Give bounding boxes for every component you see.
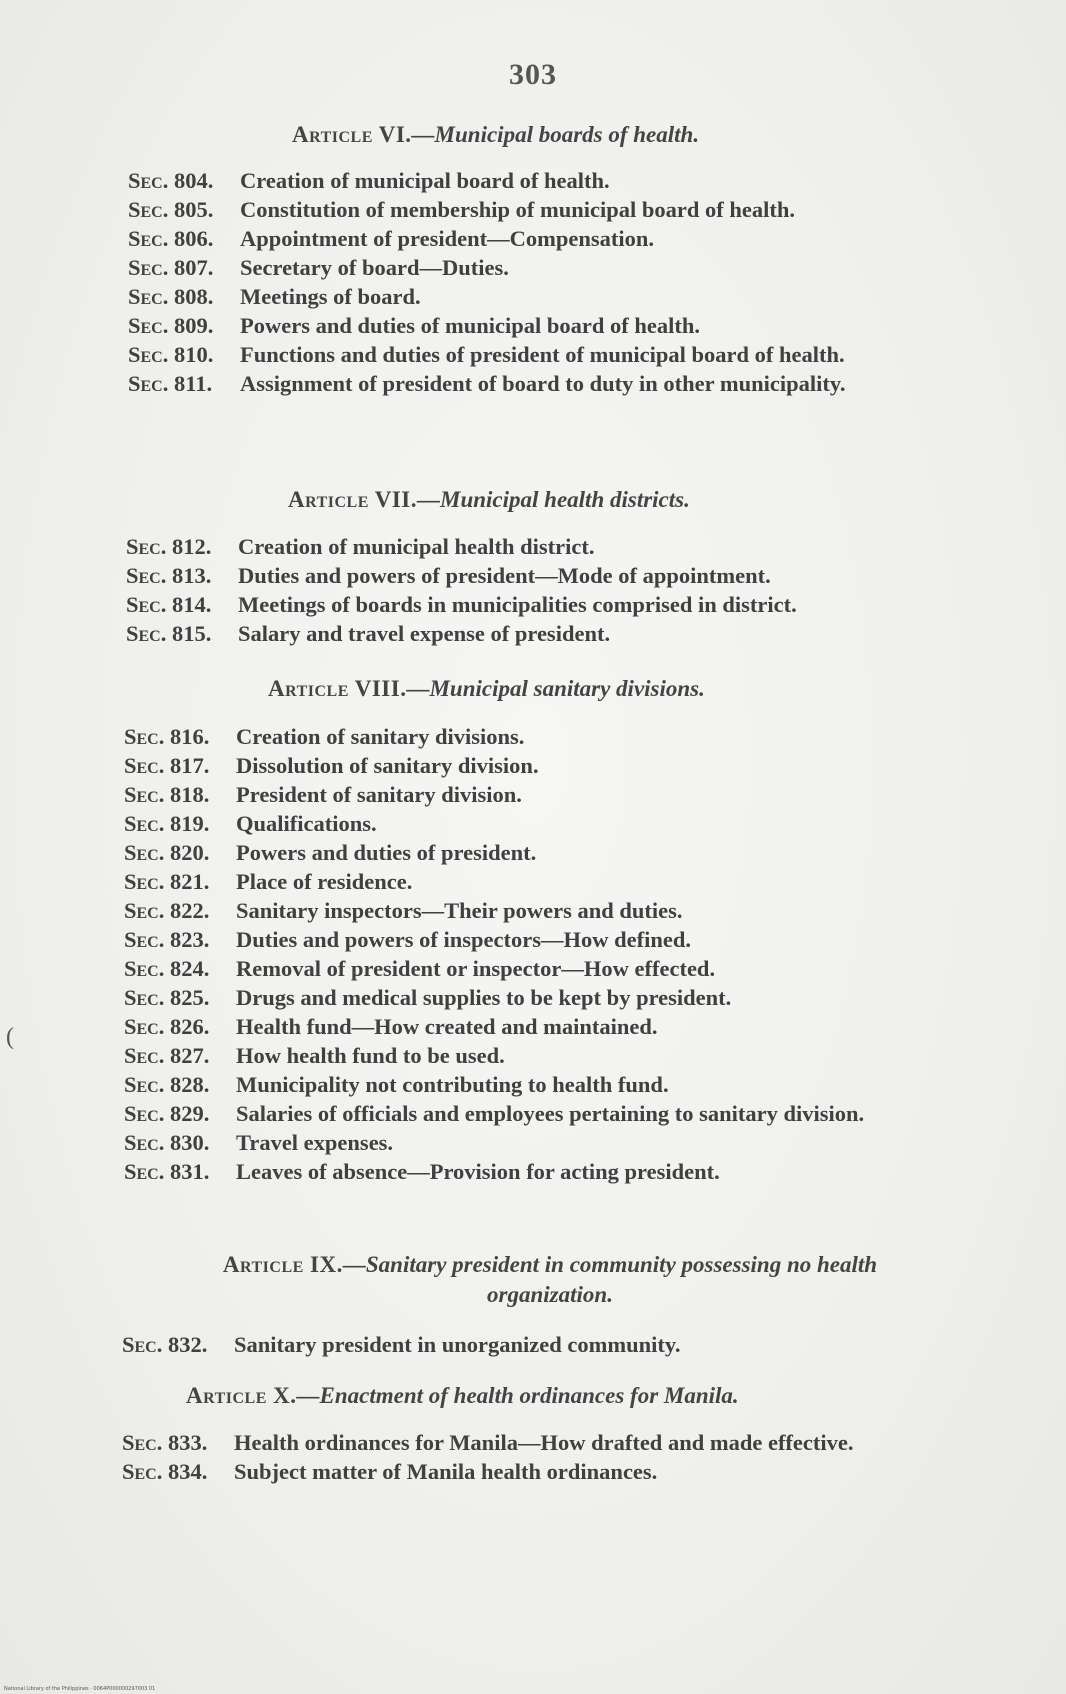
list-item: Sec. 811. Assignment of president of board to duty in other municipality. xyxy=(128,371,846,396)
section-list-article-x xyxy=(122,1428,968,1486)
list-item: Sec. 819. Qualifications. xyxy=(124,811,377,836)
article-heading-ix xyxy=(190,1250,910,1310)
list-item: Sec. 817. Dissolution of sanitary division. xyxy=(124,753,539,778)
list-item: Sec. 820. Powers and duties of president. xyxy=(124,840,537,865)
list-item: Sec. 804. Creation of municipal board of health. xyxy=(128,168,610,193)
list-item: Sec. 826. Health fund—How created and maintained. xyxy=(124,1014,658,1039)
list-item: Sec. 822. Sanitary inspectors—Their powers and duties. xyxy=(124,898,683,923)
article-heading-title: —Municipal health districts. xyxy=(417,487,690,512)
list-item: Sec. 834. Subject matter of Manila health ordinances. xyxy=(122,1459,658,1484)
article-heading-title: —Municipal sanitary divisions. xyxy=(406,676,705,701)
list-item: Sec. 812. Creation of municipal health district. xyxy=(126,534,595,559)
list-item: Sec. 829. Salaries of officials and employees pertaining to sanitary division. xyxy=(124,1101,865,1126)
section-list-article-vi xyxy=(128,166,978,398)
article-heading-title: —Sanitary president in community possessing no health organization. xyxy=(342,1252,878,1307)
list-item: Sec. 806. Appointment of president—Compensation. xyxy=(128,226,654,251)
list-item: Sec. 827. How health fund to be used. xyxy=(124,1043,505,1068)
scan-footer-note: National Library of the Philippines · 0064P000000297003 01 xyxy=(4,1686,156,1692)
article-heading-prefix: Article X. xyxy=(186,1383,297,1408)
list-item: Sec. 805. Constitution of membership of municipal board of health. xyxy=(128,197,796,222)
section-list-article-vii xyxy=(126,532,976,648)
list-item: Sec. 830. Travel expenses. xyxy=(124,1130,394,1155)
article-heading-prefix: Article VIII. xyxy=(268,676,407,701)
list-item: Sec. 814. Meetings of boards in municipalities comprised in district. xyxy=(126,592,797,617)
list-item: Sec. 833. Health ordinances for Manila—How drafted and made effective. xyxy=(122,1430,854,1455)
article-heading-x xyxy=(186,1383,739,1409)
list-item: Sec. 810. Functions and duties of president of municipal board of health. xyxy=(128,342,845,367)
list-item: Sec. 807. Secretary of board—Duties. xyxy=(128,255,509,280)
article-heading-viii xyxy=(268,676,705,702)
list-item: Sec. 832. Sanitary president in unorganized community. xyxy=(122,1332,681,1357)
list-item: Sec. 809. Powers and duties of municipal board of health. xyxy=(128,313,701,338)
list-item: Sec. 831. Leaves of absence—Provision for acting president. xyxy=(124,1159,720,1184)
list-item: Sec. 818. President of sanitary division. xyxy=(124,782,522,807)
section-list-article-viii xyxy=(124,722,972,1186)
section-list-article-ix xyxy=(122,1330,972,1359)
list-item: Sec. 823. Duties and powers of inspectors—How defined. xyxy=(124,927,692,952)
article-heading-vi xyxy=(292,122,699,148)
list-item: Sec. 828. Municipality not contributing to health fund. xyxy=(124,1072,669,1097)
article-heading-title: —Municipal boards of health. xyxy=(411,122,700,147)
article-heading-vii xyxy=(288,487,690,513)
page-number: 303 xyxy=(509,58,557,91)
list-item: Sec. 813. Duties and powers of president—Mode of appointment. xyxy=(126,563,771,588)
list-item: Sec. 825. Drugs and medical supplies to be kept by president. xyxy=(124,985,732,1010)
list-item: Sec. 816. Creation of sanitary divisions. xyxy=(124,724,525,749)
margin-mark: ( xyxy=(6,1024,14,1050)
list-item: Sec. 824. Removal of president or inspector—How effected. xyxy=(124,956,716,981)
article-heading-prefix: Article VI. xyxy=(292,122,412,147)
list-item: Sec. 821. Place of residence. xyxy=(124,869,413,894)
list-item: Sec. 815. Salary and travel expense of president. xyxy=(126,621,611,646)
article-heading-prefix: Article VII. xyxy=(288,487,417,512)
article-heading-title: —Enactment of health ordinances for Manila. xyxy=(296,1383,739,1408)
article-heading-prefix: Article IX. xyxy=(222,1252,343,1277)
list-item: Sec. 808. Meetings of board. xyxy=(128,284,421,309)
